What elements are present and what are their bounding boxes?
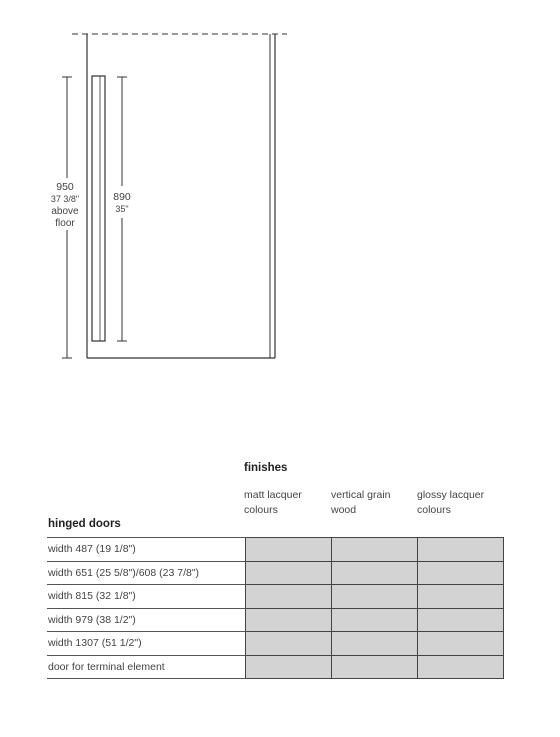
row-label: width 979 (38 1/2") xyxy=(47,608,245,632)
finish-cell-vertical-grain xyxy=(331,561,417,585)
finish-cell-vertical-grain xyxy=(331,538,417,562)
finish-cell-glossy-lacquer xyxy=(417,632,503,656)
finish-cell-matt-lacquer xyxy=(245,632,331,656)
row-label: width 815 (32 1/8") xyxy=(47,585,245,609)
finish-column-header-line2: colours xyxy=(244,504,278,516)
finish-cell-vertical-grain xyxy=(331,655,417,679)
finish-cell-matt-lacquer xyxy=(245,608,331,632)
finishes-heading: finishes xyxy=(244,462,288,474)
finish-column-header-vertical-grain xyxy=(331,488,415,518)
row-label: width 651 (25 5/8")/608 (23 7/8") xyxy=(47,561,245,585)
dimension-890-inches: 35" xyxy=(115,204,129,214)
door-handle xyxy=(92,76,105,341)
finish-column-header-glossy-lacquer xyxy=(417,488,501,518)
finish-cell-matt-lacquer xyxy=(245,561,331,585)
table-row xyxy=(47,655,503,679)
row-label: width 1307 (51 1/2") xyxy=(47,632,245,656)
finish-column-header-matt-lacquer xyxy=(244,488,328,518)
finish-column-header-line2: wood xyxy=(331,504,357,516)
dimension-950-note-above: above xyxy=(51,206,79,217)
finish-cell-glossy-lacquer xyxy=(417,585,503,609)
table-row xyxy=(47,632,503,656)
finish-cell-glossy-lacquer xyxy=(417,538,503,562)
finish-cell-glossy-lacquer xyxy=(417,561,503,585)
dimension-890-value: 890 xyxy=(113,191,131,203)
finish-cell-glossy-lacquer xyxy=(417,608,503,632)
finish-column-header-line2: colours xyxy=(417,504,451,516)
finish-cell-matt-lacquer xyxy=(245,538,331,562)
finish-column-header-line1: vertical grain xyxy=(331,489,391,501)
dimension-950-value: 950 xyxy=(56,181,74,193)
finish-column-header-line1: glossy lacquer xyxy=(417,489,485,501)
finish-cell-matt-lacquer xyxy=(245,585,331,609)
row-label: width 487 (19 1/8") xyxy=(47,538,245,562)
hinged-doors-heading: hinged doors xyxy=(48,518,121,530)
table-row xyxy=(47,608,503,632)
row-label: door for terminal element xyxy=(47,655,245,679)
finish-cell-matt-lacquer xyxy=(245,655,331,679)
finish-cell-vertical-grain xyxy=(331,632,417,656)
table-row xyxy=(47,538,503,562)
table-row xyxy=(47,585,503,609)
dimension-950-note-floor: floor xyxy=(55,218,75,229)
finish-cell-glossy-lacquer xyxy=(417,655,503,679)
finish-column-header-line1: matt lacquer xyxy=(244,489,302,501)
hinged-doors-finishes-table xyxy=(47,537,504,679)
table-row xyxy=(47,561,503,585)
finish-cell-vertical-grain xyxy=(331,585,417,609)
dimension-950-inches: 37 3/8" xyxy=(50,194,80,204)
finish-cell-vertical-grain xyxy=(331,608,417,632)
